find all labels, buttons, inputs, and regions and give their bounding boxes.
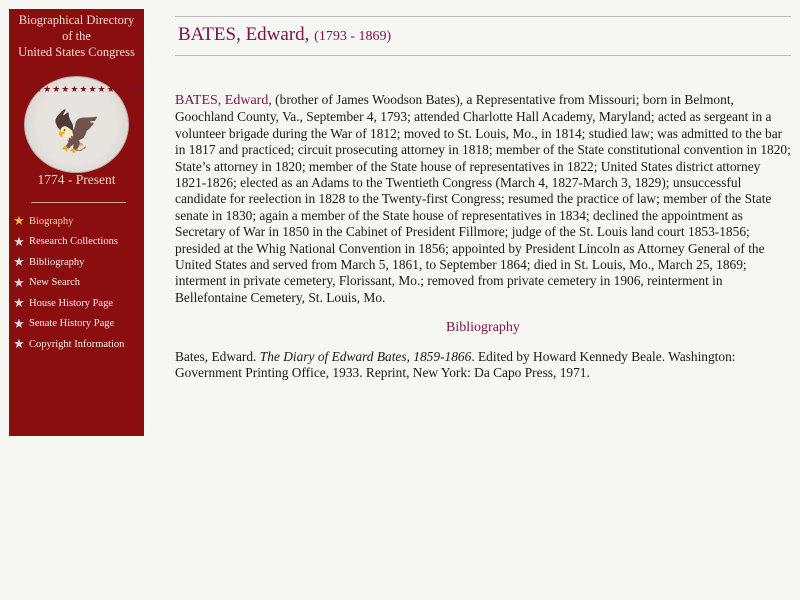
member-name: BATES, Edward,	[178, 24, 310, 45]
star-icon: ★	[13, 254, 25, 270]
bib-author: Bates, Edward.	[175, 349, 260, 364]
sidebar-item-label: Copyright Information	[29, 338, 125, 350]
bibliography-heading: Bibliography	[446, 320, 520, 335]
sidebar-item-label: New Search	[29, 277, 81, 289]
star-icon: ★	[13, 295, 25, 311]
star-icon: ★	[13, 213, 25, 229]
star-icon: ★	[13, 315, 25, 331]
member-dates: (1793 - 1869)	[314, 29, 392, 44]
biography-text	[175, 92, 791, 306]
sidebar-item-label: Research Collections	[29, 236, 118, 248]
header-top-rule	[175, 16, 791, 17]
sidebar-title	[9, 12, 144, 60]
star-icon: ★	[13, 336, 25, 352]
divider	[31, 202, 126, 203]
sidebar	[9, 9, 144, 436]
bibliography-entry	[175, 349, 791, 382]
sidebar-item-label: Senate History Page	[29, 318, 115, 330]
bio-body: (brother of James Woodson Bates), a Representative from Missouri; born in Belmont, Goochland County, Va., September 4, 1793; attended Charlotte Hall Academy, Maryland; acted as sergeant in a volunteer brigade during the War of 1812; moved to St. Louis, Mo., in 1814; studied law; was admitted to the bar in 1817 and practiced; circuit prosecuting attorney in 1818; member of the State constitutional convention in 1820; State’s attorney in 1820; member of the State house of representatives in 1822; United States district attorney 1821-1826; elected as an Adams to the Twentieth Congress (March 4, 1827-March 3, 1829); unsuccessful candidate for reelection in 1828 to the Twenty-first Congress; resumed the practice of law; member of the State senate in 1830; again a member of the State house of representatives in 1834; declined the appointment as Secretary of War in 1850 in the Cabinet of President Fillmore; judge of the St. Louis land court 1853-1856; presided at the Whig National Convention in 1856; appointed by President Lincoln as Attorney General of the United States and served from March 5, 1861, to September 1864; died in St. Louis, Mo., March 25, 1869; interment in private cemetery, Florissant, Mo.; removed from private cemetery in 1906, reinterment in Bellefontaine Cemetery, St. Louis, Mo.	[175, 92, 791, 305]
title-line: United States Congress	[18, 45, 135, 59]
sidebar-item-research-collections[interactable]	[12, 232, 124, 253]
title-line: of the	[62, 29, 91, 43]
star-icon: ★	[13, 274, 25, 290]
sidebar-item-copyright[interactable]	[12, 334, 124, 355]
sidebar-nav	[12, 211, 124, 355]
page-title	[178, 24, 391, 46]
bib-title: The Diary of Edward Bates, 1859-1866	[259, 349, 472, 364]
header-bottom-rule	[175, 55, 791, 56]
seal-stars: ★★★★★★★★★★★★★	[25, 84, 143, 94]
sidebar-item-label: Bibliography	[29, 256, 85, 268]
years-label: 1774 - Present	[37, 172, 116, 187]
congress-seal-logo	[24, 76, 143, 173]
sidebar-item-label: House History Page	[29, 297, 113, 309]
bib-details: . Edited by Howard Kennedy Beale. Washington: Government Printing Office, 1933. Reprint, New York: Da Capo Press, 1971.	[175, 349, 736, 381]
title-line: Biographical Directory	[18, 13, 135, 27]
sidebar-item-senate-history[interactable]	[12, 314, 124, 335]
sidebar-item-label: Biography	[29, 215, 74, 227]
sidebar-item-bibliography[interactable]	[12, 252, 124, 273]
star-icon: ★	[13, 233, 25, 249]
sidebar-item-new-search[interactable]	[12, 273, 124, 294]
sidebar-item-biography[interactable]	[12, 211, 124, 232]
bio-name: BATES, Edward,	[175, 93, 272, 108]
sidebar-item-house-history[interactable]	[12, 293, 124, 314]
eagle-icon: 🦅	[51, 109, 102, 154]
